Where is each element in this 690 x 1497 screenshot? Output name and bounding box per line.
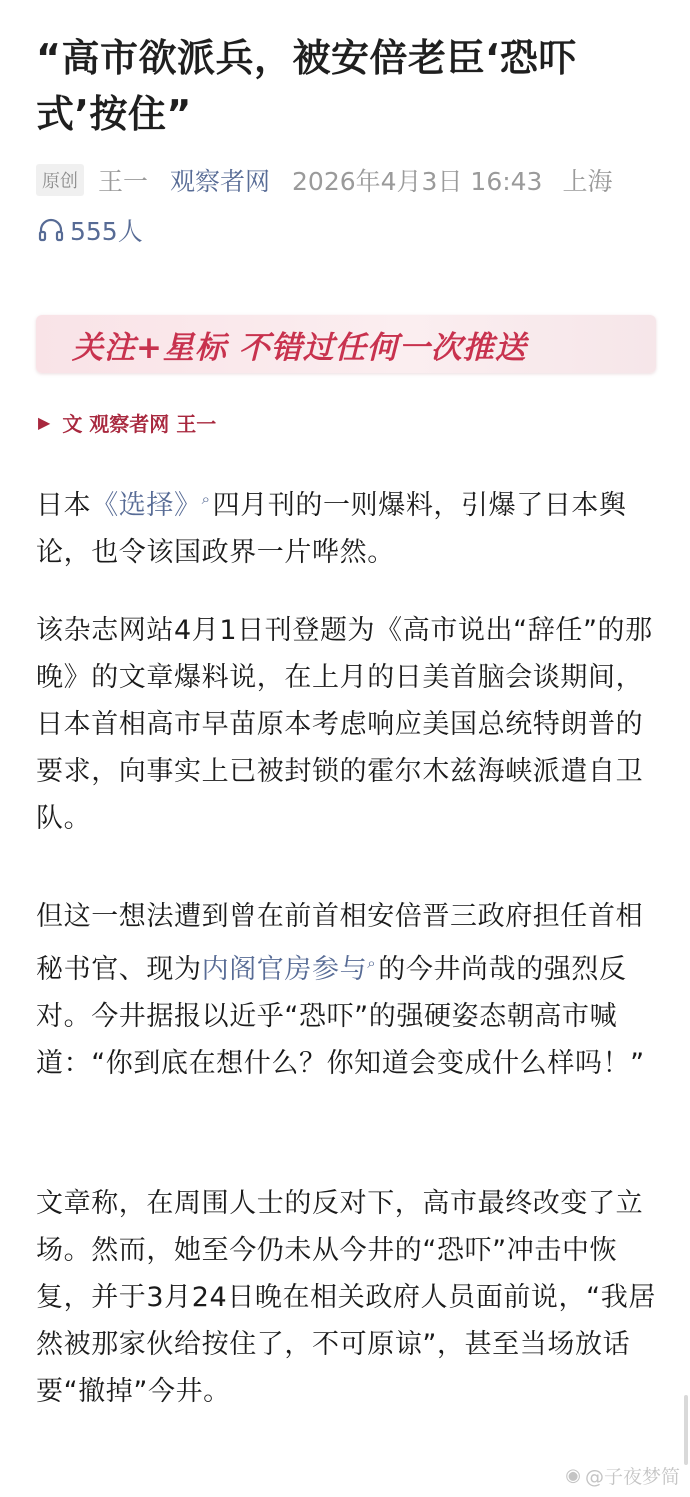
watermark [565, 1462, 680, 1489]
publish-datetime: 2026年4月3日 16:43 [292, 167, 543, 196]
headphone-icon [38, 218, 64, 242]
follow-banner[interactable] [36, 315, 656, 373]
paragraph-text: 日本 [36, 490, 92, 521]
weibo-icon: ◉ [565, 1465, 581, 1486]
follow-banner-text: 关注+星标 不错过任何一次推送 [72, 329, 527, 366]
listen-count: 555人 [70, 217, 143, 246]
publish-location: 上海 [562, 167, 613, 196]
byline [38, 408, 216, 437]
paragraph-3 [36, 893, 658, 1087]
account-name[interactable]: 观察者网 [170, 167, 271, 196]
paragraph-text: 但这一想法遭到曾在前首相安倍晋三政府担任首相秘书官、现为 [36, 901, 644, 985]
byline-text: 文 观察者网 王一 [62, 412, 217, 436]
author-name[interactable]: 王一 [98, 167, 149, 196]
paragraph-text: 的今井尚哉的强烈反对。今井据报以近乎“恐吓”的强硬姿态朝高市喊道：“你到底在想什么？你知道会变成什么样吗！” [36, 954, 645, 1079]
paragraph-1 [36, 476, 658, 576]
magazine-link[interactable]: 《选择》 [91, 490, 202, 521]
original-badge: 原创 [36, 164, 84, 196]
watermark-text: @子夜梦简 [584, 1466, 680, 1488]
paragraph-4: 文章称，在周围人士的反对下，高市最终改变了立场。然而，她至今仍未从今井的“恐吓”冲击中恢复，并于3月24日晚在相关政府人员面前说，“我居然被那家伙给按住了，不可原谅”，甚至当场放话要“撤掉”今井。 [36, 1188, 656, 1407]
search-icon[interactable]: ⌕ [367, 954, 377, 972]
paragraph-2: 该杂志网站4月1日刊登题为《高市说出“辞任”的那晚》的文章爆料说，在上月的日美首脑会谈期间，日本首相高市早苗原本考虑响应美国总统特朗普的要求，向事实上已被封锁的霍尔木兹海峡派遣自卫队。 [36, 615, 653, 834]
article-title: “高市欲派兵，被安倍老臣‘恐吓式’按住” [36, 36, 577, 136]
triangle-right-icon: ▶ [38, 413, 51, 432]
paragraph-text: 四月刊的一则爆料，引爆了日本舆论，也令该国政界一片哗然。 [36, 490, 627, 568]
listen-button[interactable] [38, 212, 143, 248]
article-meta [36, 160, 612, 200]
scrollbar[interactable] [684, 1395, 688, 1465]
search-icon[interactable]: ⌕ [201, 490, 211, 508]
cabinet-advisor-link[interactable]: 内阁官房参与 [201, 954, 368, 985]
